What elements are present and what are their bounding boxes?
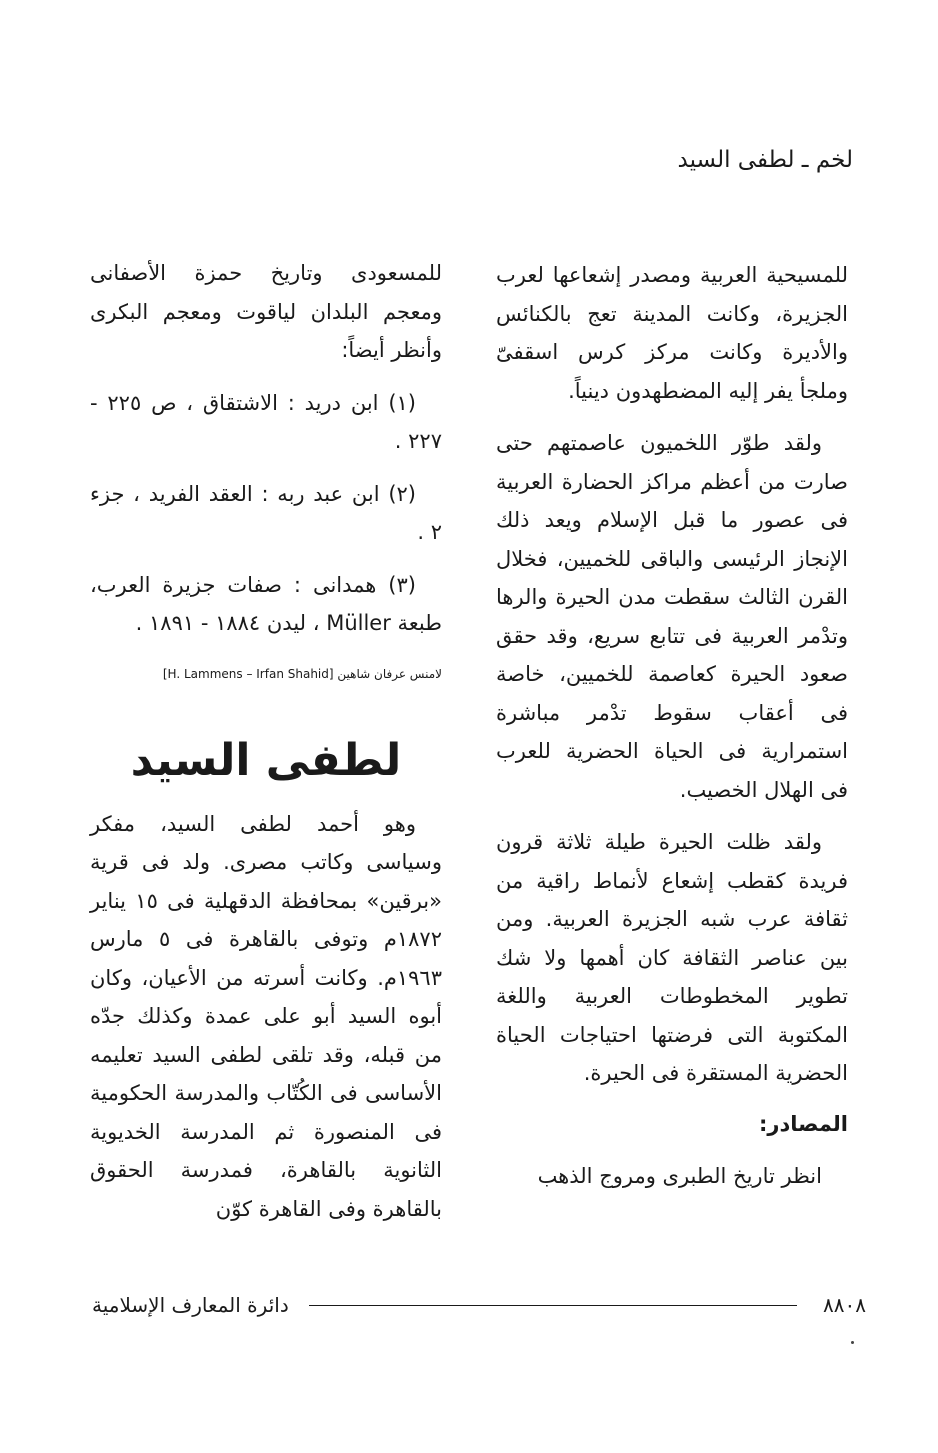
author-credit <box>90 665 442 683</box>
left-column <box>90 254 442 1228</box>
page-footer <box>92 1290 866 1320</box>
print-speck <box>851 1341 854 1344</box>
running-header: لخم ـ لطفى السيد <box>677 147 853 173</box>
page-number: ٨٨٠٨ <box>823 1293 866 1317</box>
reference-latin: Müller <box>326 611 391 635</box>
paragraph: انظر تاريخ الطبرى ومروج الذهب <box>537 1164 822 1188</box>
reference-item: (٢) ابن عبد ربه : العقد الفريد ، جزء ٢ . <box>90 481 442 544</box>
reference-item: (١) ابن دريد : الاشتقاق ، ص ٢٢٥ - ٢٢٧ . <box>90 390 442 453</box>
footer-divider <box>309 1305 797 1306</box>
right-column <box>496 256 848 1196</box>
reference-item <box>90 566 442 643</box>
paragraph: للمسعودى وتاريخ حمزة الأصفانى ومعجم البلدان لياقوت ومعجم البكرى وأنظر أيضاً: <box>90 261 442 362</box>
reference-text: ، ليدن ١٨٨٤ - ١٨٩١ . <box>135 611 320 635</box>
paragraph: للمسيحية العربية ومصدر إشعاعها لعرب الجزيرة، وكانت المدينة تعج بالكنائس والأديرة وكانت مركز كرس اسقفىّ وملجأ يفر إليه المضطهدون دينياً. <box>496 263 848 403</box>
paragraph: ولقد ظلت الحيرة طيلة ثلاثة قرون فريدة كقطب إشعاع لأنماط راقية من ثقافة عرب شبه الجزيرة العربية. ومن بين عناصر الثقافة كان أهمها ولا شك تطوير المخطوطات العربية واللغة المكتوبة التى فرضتها احتياجات الحياة الحضرية المستقرة فى الحيرة. <box>496 830 848 1085</box>
author-arabic: لامنس عرفان شاهين <box>337 666 442 681</box>
author-latin: [H. Lammens – Irfan Shahid] <box>162 666 334 681</box>
article-title: لطفى السيد <box>130 734 402 786</box>
sources-heading: المصادر: <box>758 1111 848 1136</box>
paragraph: وهو أحمد لطفى السيد، مفكر وسياسى وكاتب مصرى. ولد فى قرية «برقين» بمحافظة الدقهلية فى ١٥ يناير ١٨٧٢م وتوفى بالقاهرة فى ٥ مارس ١٩٦٣م. وكانت أسرته من الأعيان، وكان أبوه السيد أبو على عمدة وكذلك جدّه من قبله، وقد تلقى لطفى السيد تعليمه الأساسى فى الكُتّاب والمدرسة الحكومية فى المنصورة ثم المدرسة الخديوية الثانوية بالقاهرة، فمدرسة الحقوق بالقاهرة وفى القاهرة كوّن <box>90 811 443 1221</box>
reference-text: (٣) همدانى : صفات جزيرة العرب، طبعة <box>90 572 442 635</box>
paragraph: ولقد طوّر اللخميون عاصمتهم حتى صارت من أعظم مراكز الحضارة العربية فى عصور ما قبل الإسلام ويعد ذلك الإنجاز الرئيسى والباقى للخميين، فخلال القرن الثالث سقطت مدن الحيرة والرها وتدْمر العربية فى تتابع سريع، وقد حقق صعود الحيرة كعاصمة للخميين، خاصة فى أعقاب سقوط تدْمر مباشرة استمرارية فى الحياة الحضرية للعرب فى الهلال الخصيب. <box>496 431 848 802</box>
publication-title: دائرة المعارف الإسلامية <box>92 1293 289 1317</box>
